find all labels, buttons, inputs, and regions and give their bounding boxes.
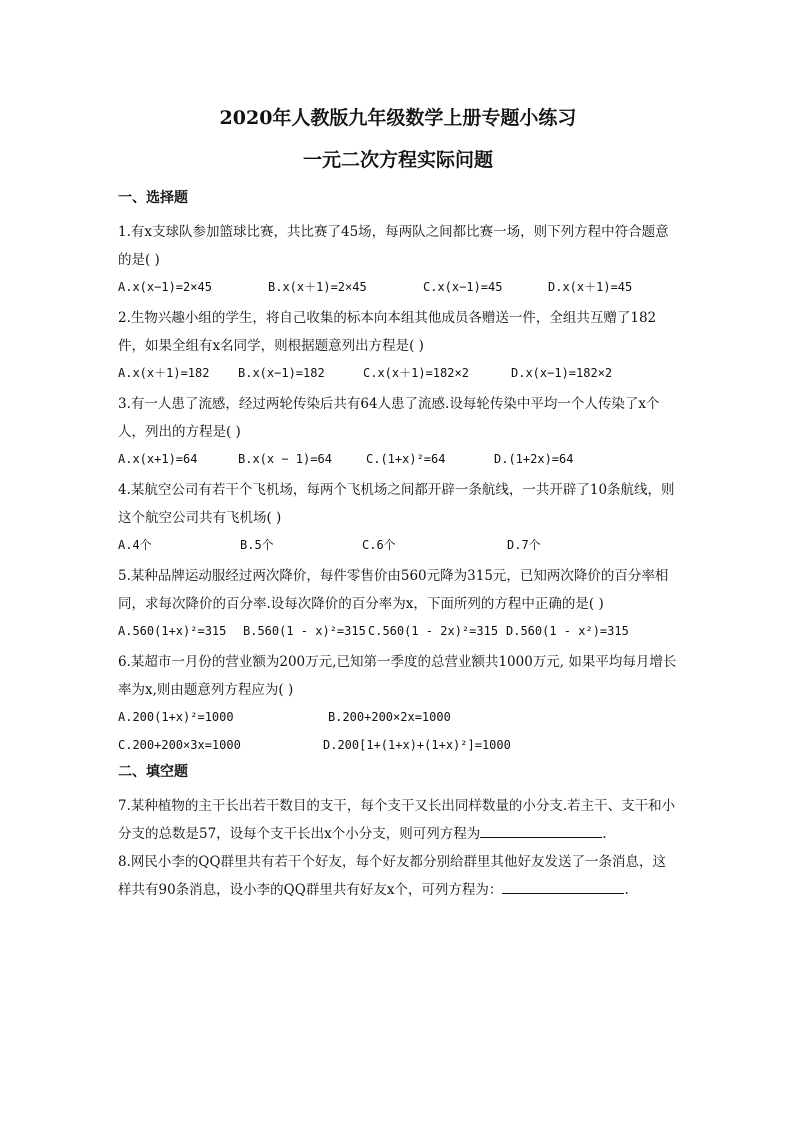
option-d: D.x(x−1)=182×2 — [511, 366, 613, 380]
question-6-stem: 6.某超市一月份的营业额为200万元,已知第一季度的总营业额共1000万元, 如果平均每月增长率为x,则由题意列方程应为( ) — [118, 654, 677, 698]
question-6-options-row-2 — [118, 734, 678, 756]
answer-blank[interactable] — [480, 823, 602, 838]
option-a: A.560(1+x)²=315 — [118, 624, 227, 638]
question-5-stem: 5.某种品牌运动服经过两次降价，每件零售价由560元降为315元，已知两次降价的百分率相同，求每次降价的百分率.设每次降价的百分率为x，下面所列的方程中正确的是( ) — [118, 568, 669, 612]
option-d: D.7个 — [507, 538, 541, 552]
question-1-stem: 1.有x支球队参加篮球比赛，共比赛了45场，每两队之间都比赛一场，则下列方程中符合题意的是( ) — [118, 224, 669, 268]
question-4-stem: 4.某航空公司有若干个飞机场，每两个飞机场之间都开辟一条航线，一共开辟了10条航线，则这个航空公司共有飞机场( ) — [118, 482, 675, 526]
option-d: D.(1+2x)=64 — [494, 452, 574, 466]
question-8-end: . — [624, 882, 629, 898]
question-6-options-row-1 — [118, 706, 678, 728]
option-b: B.x(x＋1)=2×45 — [268, 280, 367, 294]
option-a: A.x(x＋1)=182 — [118, 366, 210, 380]
option-c: C.(1+x)²=64 — [366, 452, 446, 466]
option-b: B.560(1 - x)²=315 — [243, 624, 366, 638]
option-c: C.200+200×3x=1000 — [118, 738, 241, 752]
question-7-stem: 7.某种植物的主干长出若干数目的支干，每个支干又长出同样数量的小分支.若主干、支干和小分支的总数是57，设每个支干长出x个小分支，则可列方程为 — [118, 798, 676, 842]
section-heading-fill: 二、填空题 — [118, 764, 188, 780]
option-b: B.x(x−1)=182 — [238, 366, 325, 380]
option-d: D.560(1 - x²)=315 — [506, 624, 629, 638]
question-7 — [118, 792, 678, 848]
option-c: C.x(x＋1)=182×2 — [363, 366, 469, 380]
worksheet-subtitle: 一元二次方程实际问题 — [302, 149, 493, 171]
question-2-options — [118, 362, 678, 384]
option-c: C.6个 — [362, 538, 396, 552]
question-7-end: . — [602, 826, 607, 842]
option-a: A.4个 — [118, 538, 152, 552]
section-heading-choice: 一、选择题 — [118, 190, 188, 206]
worksheet-title: 2020年人教版九年级数学上册专题小练习 — [219, 107, 577, 129]
question-3-stem: 3.有一人患了流感，经过两轮传染后共有64人患了流感.设每轮传染中平均一个人传染了x个人，列出的方程是( ) — [118, 396, 660, 440]
question-8-stem: 8.网民小李的QQ群里共有若干个好友，每个好友都分别给群里其他好友发送了一条消息，这样共有90条消息，设小李的QQ群里共有好友x个，可列方程为： — [118, 854, 667, 898]
question-4-options — [118, 534, 678, 556]
worksheet — [118, 104, 678, 904]
question-1-options — [118, 276, 678, 298]
question-8 — [118, 848, 678, 904]
answer-blank[interactable] — [502, 879, 624, 894]
option-c: C.560(1 - 2x)²=315 — [368, 624, 499, 638]
option-b: B.x(x − 1)=64 — [238, 452, 332, 466]
option-a: A.x(x+1)=64 — [118, 452, 198, 466]
option-b: B.5个 — [240, 538, 274, 552]
option-a: A.200(1+x)²=1000 — [118, 710, 234, 724]
option-d: D.x(x＋1)=45 — [548, 280, 633, 294]
option-d: D.200[1+(1+x)+(1+x)²]=1000 — [323, 738, 511, 752]
option-a: A.x(x−1)=2×45 — [118, 280, 212, 294]
option-b: B.200+200×2x=1000 — [328, 710, 451, 724]
option-c: C.x(x−1)=45 — [423, 280, 503, 294]
question-5-options — [118, 620, 678, 642]
question-2-stem: 2.生物兴趣小组的学生，将自己收集的标本向本组其他成员各赠送一件，全组共互赠了182件，如果全组有x名同学，则根据题意列出方程是( ) — [118, 310, 657, 354]
question-3-options — [118, 448, 678, 470]
